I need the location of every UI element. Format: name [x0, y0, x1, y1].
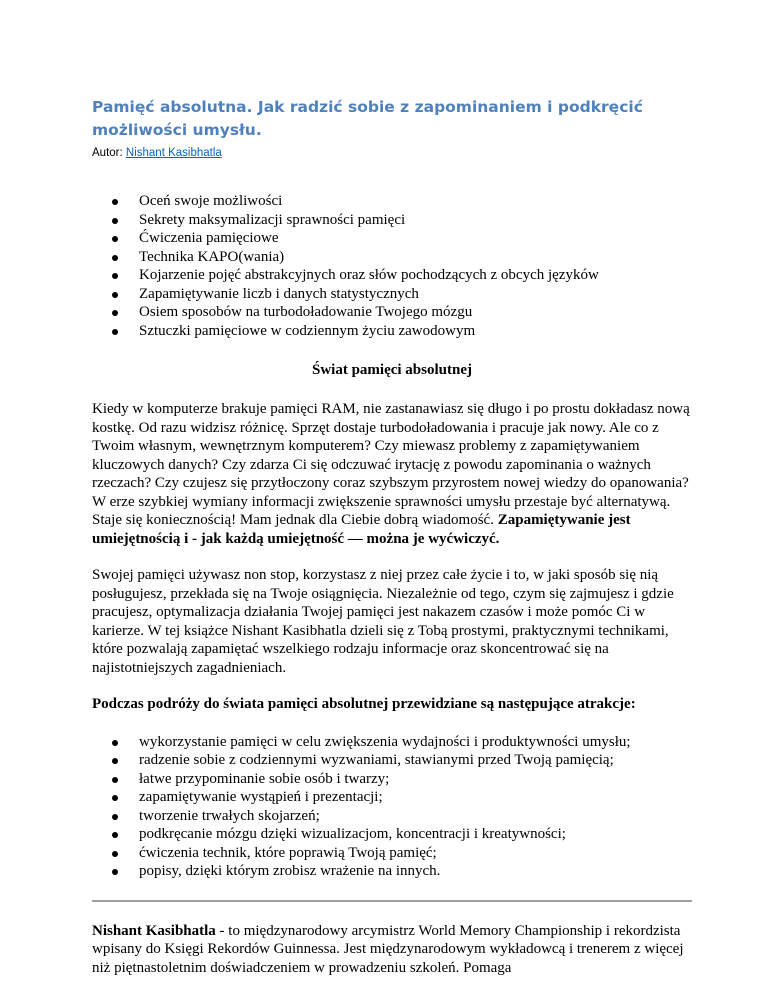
list-item: łatwe przypominanie sobie osób i twarzy;	[92, 770, 692, 789]
page-title: Pamięć absolutna. Jak radzić sobie z zapominaniem i podkręcić możliwości umysłu.	[92, 98, 643, 139]
document-page	[92, 96, 692, 977]
attractions-heading: Podczas podróży do świata pamięci absolutnej przewidziane są następujące atrakcje:	[92, 696, 636, 712]
bullet-icon	[112, 832, 118, 838]
toc-item: Osiem sposobów na turbodoładowanie Twojego mózgu	[92, 303, 692, 322]
bullet-icon	[112, 199, 118, 205]
list-item: zapamiętywanie wystąpień i prezentacji;	[92, 788, 692, 807]
intro-bold-statement: Zapamiętywanie jest umiejętnością i - jak każdą umiejętność — można je wyćwiczyć.	[92, 512, 631, 547]
bullet-icon	[112, 292, 118, 298]
toc-item: Technika KAPO(wania)	[92, 248, 692, 267]
toc-item: Kojarzenie pojęć abstrakcyjnych oraz słów pochodzących z obcych języków	[92, 266, 692, 285]
toc-item: Sztuczki pamięciowe w codziennym życiu zawodowym	[92, 322, 692, 341]
bullet-icon	[112, 814, 118, 820]
list-item: ćwiczenia technik, które poprawią Twoją pamięć;	[92, 844, 692, 863]
toc-item: Sekrety maksymalizacji sprawności pamięci	[92, 211, 692, 230]
list-item: popisy, dzięki którym zrobisz wrażenie na innych.	[92, 862, 692, 881]
attractions-list	[92, 733, 692, 881]
horizontal-divider	[92, 900, 692, 902]
bullet-icon	[112, 218, 118, 224]
bullet-icon	[112, 869, 118, 875]
bullet-icon	[112, 255, 118, 261]
bullet-icon	[112, 310, 118, 316]
bullet-icon	[112, 777, 118, 783]
author-line	[92, 145, 692, 161]
author-label: Autor:	[92, 147, 123, 159]
author-bio: Nishant Kasibhatla - to międzynarodowy arcymistrz World Memory Championship i rekordzista wpisany do Księgi Rekordów Guinnessa. Jest międzynarodowym wykładowcą i trenerem z więcej niż piętnastoletnim doświadczeniem w prowadzeniu szkoleń. Pomaga	[92, 922, 684, 976]
list-item: wykorzystanie pamięci w celu zwiększenia wydajności i produktywności umysłu;	[92, 733, 692, 752]
list-item: tworzenie trwałych skojarzeń;	[92, 807, 692, 826]
bullet-icon	[112, 273, 118, 279]
bullet-icon	[112, 851, 118, 857]
bullet-icon	[112, 236, 118, 242]
intro-paragraph: Kiedy w komputerze brakuje pamięci RAM, nie zastanawiasz się długo i po prostu dokładasz nową kostkę. Od razu widzisz różnicę. Sprzęt dostaje turbodoładowania i pracuje jak nowy. Ale co z Twoim własnym, wewnętrznym komputerem? Czy miewasz problemy z zapamiętywaniem kluczowych danych? Czy zdarza Ci się odczuwać irytację z powodu zapominania o ważnych rzeczach? Czy czujesz się przytłoczony coraz szybszym przyrostem nowej wiedzy do opanowania? W erze szybkiej wymiany informacji zwiększenie sprawności umysłu przestaje być alternatywą. Staje się koniecznością! Mam jednak dla Ciebie dobrą wiadomość. Zapamiętywanie jest umiejętnością i - jak każdą umiejętność — można je wyćwiczyć.	[92, 401, 690, 547]
author-link[interactable]: Nishant Kasibhatla	[125, 147, 222, 159]
toc-item: Ćwiczenia pamięciowe	[92, 229, 692, 248]
bullet-icon	[112, 795, 118, 801]
bullet-icon	[112, 758, 118, 764]
bullet-icon	[112, 329, 118, 335]
section-heading: Świat pamięci absolutnej	[311, 362, 472, 378]
bullet-icon	[112, 740, 118, 746]
bio-author-name: Nishant Kasibhatla	[92, 922, 216, 939]
toc-item: Oceń swoje możliwości	[92, 192, 692, 211]
body-paragraph: Swojej pamięci używasz non stop, korzystasz z niej przez całe życie i to, w jaki sposób się nią posługujesz, przekłada się na Twoje osiągnięcia. Niezależnie od tego, czym się zajmujesz i gdzie pracujesz, optymalizacja działania Twojej pamięci jest nakazem czasów i może pomóc Ci w karierze. W tej książce Nishant Kasibhatla dzieli się z Tobą prostymi, praktycznymi technikami, które pozwalają zapamiętać wszelkiego rodzaju informacje oraz skoncentrować się na najistotniejszych zagadnieniach.	[92, 567, 674, 676]
list-item: podkręcanie mózgu dzięki wizualizacjom, koncentracji i kreatywności;	[92, 825, 692, 844]
table-of-contents	[92, 192, 692, 340]
toc-item: Zapamiętywanie liczb i danych statystycznych	[92, 285, 692, 304]
list-item: radzenie sobie z codziennymi wyzwaniami, stawianymi przed Twoją pamięcią;	[92, 751, 692, 770]
